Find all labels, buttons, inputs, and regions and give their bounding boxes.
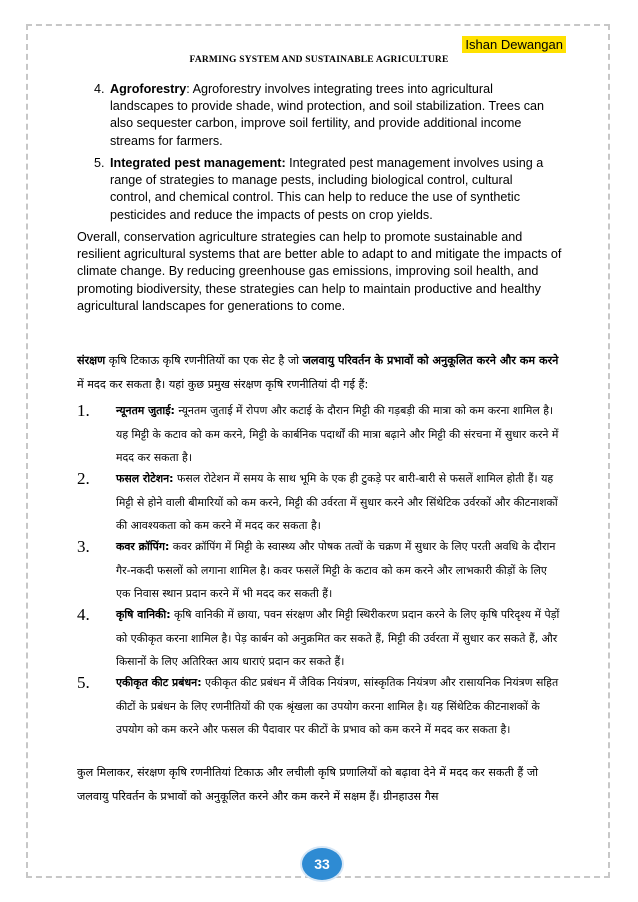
hi-item-term: एकीकृत कीट प्रबंधन: (116, 676, 202, 689)
hi-item-text: न्यूनतम जुताई में रोपण और कटाई के दौरान मिट्टी की गड़बड़ी की मात्रा को कम करना शामिल है। यह मिट्टी के कटाव को कम करने, मिट्टी के कार्बनिक पदार्थों की मात्रा बढ़ाने और मिट्टी की संरचना में सुधार करने में मदद कर सकता है। (116, 404, 559, 464)
hi-item-text: एकीकृत कीट प्रबंधन में जैविक नियंत्रण, सांस्कृतिक नियंत्रण और रासायनिक नियंत्रण सहित कीटों के प्रबंधन के लिए रणनीतियों की एक श्रृंखला का उपयोग करना शामिल है। यह सिंथेटिक कीटनाशकों के उपयोग को कम करने और फसल की पैदावार पर कीटों के प्रभाव को कम करने में मदद कर सकता है। (116, 676, 559, 736)
hi-list-item (116, 603, 564, 674)
en-item-text: Integrated pest management involves using a range of strategies to manage pests, including biological control, cultural control, and chemical control. This can help to reduce the use of synthetic pesticides and reduce the impacts of pests on crop yields. (110, 156, 544, 222)
hi-item-term: कृषि वानिकी: (116, 608, 171, 621)
hi-intro-bold-term: संरक्षण (77, 354, 106, 367)
en-conclusion-paragraph: Overall, conservation agriculture strategies can help to promote sustainable and resilient agricultural systems that are better able to adapt to and mitigate the impacts of climate change. By reducing greenhouse gas emissions, improving soil health, and promoting biodiversity, these strategies can help to maintain productive and healthy agricultural landscapes for generations to come. (77, 230, 562, 313)
hi-list-item (116, 535, 564, 606)
page-number-badge: 33 (302, 848, 342, 880)
en-item-term: Integrated pest management: (110, 156, 286, 170)
hi-item-number: 1. (77, 401, 90, 420)
hi-list-item (116, 467, 564, 538)
hi-item-term: फसल रोटेशन: (116, 472, 174, 485)
hi-conclusion-paragraph: कुल मिलाकर, संरक्षण कृषि रणनीतियां टिकाऊ और लचीली कृषि प्रणालियों को बढ़ावा देने में मदद कर सकती हैं जो जलवायु परिवर्तन के प्रभावों को अनुकूलित करने और कम करने में सक्षम हैं। ग्रीनहाउस गैस (77, 766, 539, 803)
hi-item-number: 4. (77, 605, 90, 624)
en-item-number: 4. (94, 82, 105, 96)
hi-intro-bold-phrase: जलवायु परिवर्तन के प्रभावों को अनुकूलित करने और कम करने (302, 354, 559, 367)
hi-list-item (116, 671, 564, 742)
hi-item-number: 5. (77, 673, 90, 692)
hi-list-item (116, 399, 564, 470)
hi-item-number: 2. (77, 469, 90, 488)
hi-item-text: कवर क्रॉपिंग में मिट्टी के स्वास्थ्य और पोषक तत्वों के चक्रण में सुधार के लिए परती अवधि के दौरान गैर-नकदी फसलों को लगाना शामिल है। कवर फसलें मिट्टी के कटाव को कम करने और लाभकारी कीड़ों के लिए एक निवास स्थान प्रदान करने में भी मदद कर सकती हैं। (116, 540, 556, 600)
hi-item-text: फसल रोटेशन में समय के साथ भूमि के एक ही टुकड़े पर बारी-बारी से फसलें शामिल होती हैं। यह मिट्टी से होने वाली बीमारियों को कम करने, मिट्टी की उर्वरता में सुधार करने और सिंथेटिक उर्वरकों और कीटनाशकों की आवश्यकता को कम करने में मदद कर सकता है। (116, 472, 558, 532)
hi-intro-text: में मदद कर सकता है। यहां कुछ प्रमुख संरक्षण कृषि रणनीतियां दी गई हैं: (77, 377, 369, 391)
en-item-text: : Agroforestry involves integrating trees into agricultural landscapes to provide shade, wind protection, and soil stabilization. Trees can also sequester carbon, improve soil fertility, and provide additional income streams for farmers. (110, 82, 545, 148)
running-header-title: FARMING SYSTEM AND SUSTAINABLE AGRICULTURE (189, 55, 449, 65)
hi-item-text: कृषि वानिकी में छाया, पवन संरक्षण और मिट्टी स्थिरीकरण प्रदान करने के लिए कृषि परिदृश्य में पेड़ों को एकीकृत करना शामिल है। पेड़ कार्बन को अनुक्रमित कर सकते हैं, मिट्टी की उर्वरता में सुधार कर सकते हैं, और किसानों के लिए अतिरिक्त आय धाराएं प्रदान कर सकते हैं। (116, 608, 560, 668)
hi-item-term: न्यूनतम जुताई: (116, 404, 175, 417)
en-list-item-ipm (110, 155, 554, 224)
hi-intro-text: कृषि टिकाऊ कृषि रणनीतियों का एक सेट है जो (105, 354, 303, 367)
en-item-term: Agroforestry (110, 82, 187, 96)
en-item-number: 5. (94, 156, 105, 170)
hi-item-number: 3. (77, 537, 90, 556)
en-list-item-agroforestry (110, 81, 554, 150)
hi-intro-paragraph (77, 349, 565, 396)
author-name: Ishan Dewangan (462, 36, 566, 53)
hi-item-term: कवर क्रॉपिंग: (116, 540, 170, 553)
